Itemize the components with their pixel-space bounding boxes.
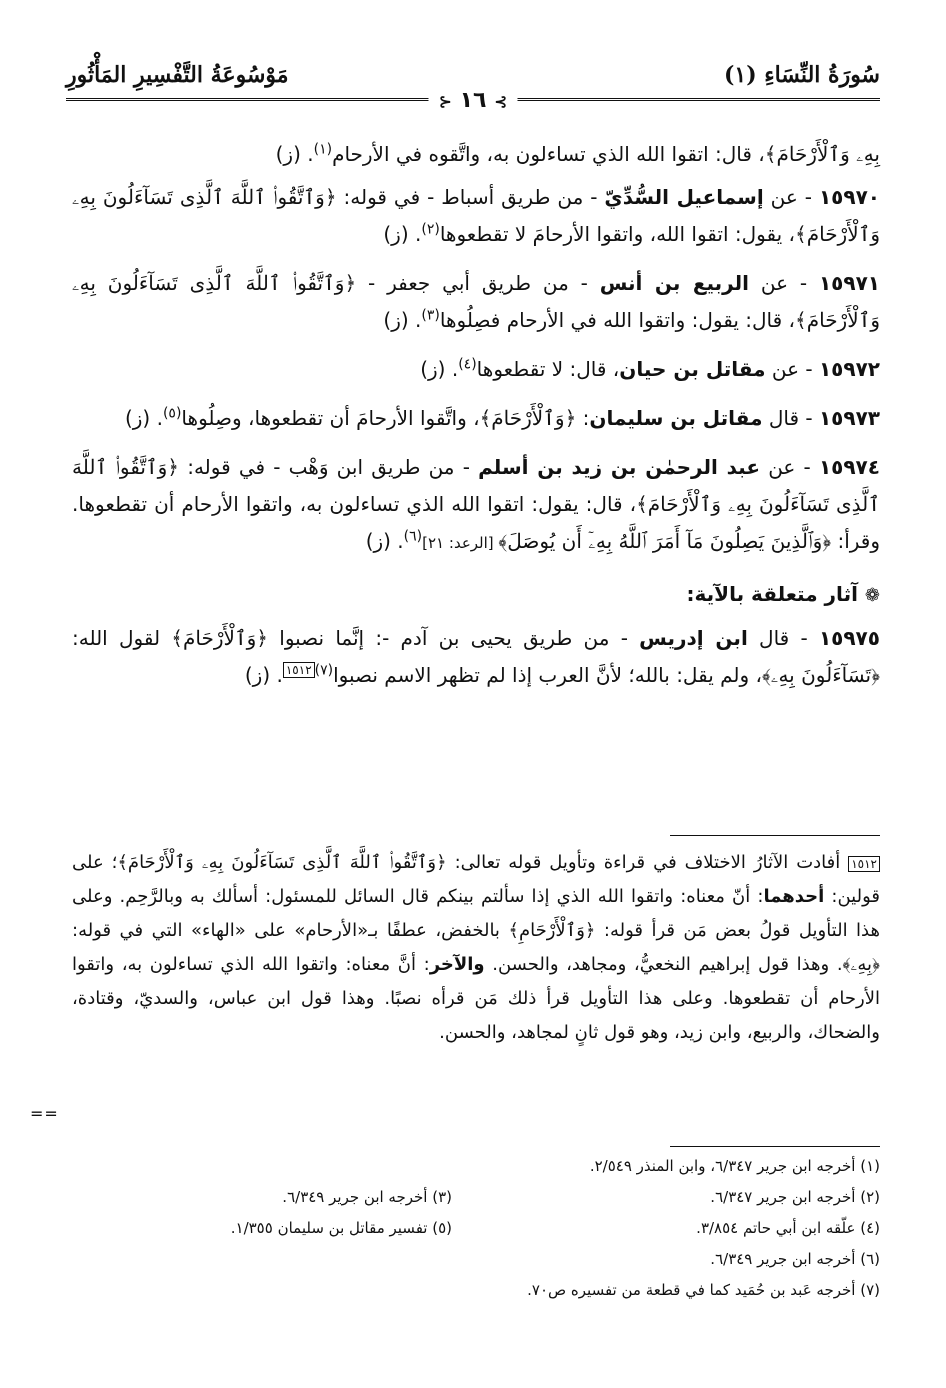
quran-quote: ﴿وَٱتَّقُوا۟ ٱللَّهَ ٱلَّذِى تَسَآءَلُونَ بِهِۦ وَٱلْأَرْحَامَ﴾ <box>72 185 880 246</box>
text-run: . (ز) <box>383 308 422 332</box>
quran-quote: ﴿وَٱتَّقُوا۟ ٱللَّهَ ٱلَّذِى تَسَآءَلُونَ بِهِۦ وَٱلْأَرْحَامَ﴾ <box>72 455 880 516</box>
quran-quote: ﴿تَسَآءَلُونَ بِهِۦ﴾ <box>762 663 880 687</box>
text-run: . (ز) <box>275 142 314 166</box>
bold-term: أحدهما <box>763 886 825 907</box>
ornament-left: ⊰ <box>438 92 452 111</box>
text-run: - قال <box>747 626 819 650</box>
text-run: . (ز) <box>124 406 163 430</box>
narrator-name: عبد الرحمٰن بن زيد بن أسلم <box>478 455 761 479</box>
footnote-row <box>72 1216 880 1240</box>
quran-quote: ﴿وَٱتَّقُوا۟ ٱللَّهَ ٱلَّذِى تَسَآءَلُونَ بِهِۦ وَٱلْأَرْحَامَ﴾ <box>72 271 880 332</box>
continuation-mark: == <box>30 1104 59 1123</box>
commentary-note <box>72 846 880 1050</box>
narrator-name: إسماعيل السُّدِّيّ <box>604 185 764 209</box>
ornament-right: ⊱ <box>494 92 508 111</box>
quran-quote: ﴿وَٱلْأَرْحَامَ﴾ <box>171 626 269 650</box>
quran-quote: ﴿وَٱلَّذِينَ يَصِلُونَ مَآ أَمَرَ ٱللَّهُ بِهِۦٓ أَن يُوصَلَ﴾ <box>498 529 832 553</box>
footnote-separator <box>670 1146 880 1147</box>
narration-entry <box>72 265 880 339</box>
page-header <box>66 58 880 120</box>
entry-number: ١٥٩٧٥ <box>818 626 880 650</box>
text-run: : أنَّ معناه: واتقوا الله الذي تساءلون به، واتقوا الأرحام أن تقطعوها. وعلى هذا التأويل قرأ ذلك مَن قرأه نصبًا. وهذا قول ابن عباس، والسديّ، وقتادة، والضحاك، والربيع، وابن زيد، وهو قول ثانٍ لمجاهد، والحسن. <box>72 954 880 1043</box>
footnote-ref: (١) <box>313 141 333 158</box>
footnote-3: (٣) أخرجه ابن جرير ٦/٣٤٩. <box>282 1188 452 1206</box>
text-run: - قال <box>762 406 819 430</box>
footnote-1: (١) أخرجه ابن جرير ٦/٣٤٧، وابن المنذر ٢/٥٤٩. <box>589 1157 880 1175</box>
source-ref: [الرعد: ٢١] <box>422 534 499 552</box>
narrator-name: ابن إدريس <box>639 626 748 650</box>
entry-number: ١٥٩٧٠ <box>818 185 881 209</box>
note-number-box: ١٥١٢ <box>283 662 315 678</box>
text-run: بالخفض، عطفًا بـ«الأرحام» على «الهاء» التي في قوله: <box>72 920 509 941</box>
text-run: - من طريق يحيى بن آدم -: إنَّما نصبوا <box>268 626 640 650</box>
surah-title: سُورَةُ النِّسَاءِ (١) <box>723 62 880 88</box>
footnote-ref: (٦) <box>403 528 423 545</box>
entry-number: ١٥٩٧٢ <box>818 357 880 381</box>
text-run: . (ز) <box>365 529 404 553</box>
footnote-7: (٧) أخرجه عَبد بن حُمَيد كما في قطعة من تفسيره ص٧٠. <box>527 1281 880 1299</box>
text-run: . (ز) <box>420 357 459 381</box>
narration-entry <box>72 179 880 253</box>
text-run: . (ز) <box>244 663 283 687</box>
entry-number: ١٥٩٧٤ <box>818 455 880 479</box>
narrator-name: الربيع بن أنس <box>599 271 749 295</box>
note-separator <box>670 835 880 836</box>
entry-number: ١٥٩٧٣ <box>818 406 880 430</box>
section-heading-text: آثار متعلقة بالآية: <box>686 582 858 606</box>
text-run: - عن <box>749 271 819 295</box>
page-number-box <box>428 88 517 113</box>
narration-entry <box>72 620 880 694</box>
text-run: - عن <box>760 455 819 479</box>
footnote-2: (٢) أخرجه ابن جرير ٦/٣٤٧. <box>710 1188 880 1206</box>
page-number: ١٦ <box>459 88 487 113</box>
quran-quote: ﴿وَٱلْأَرْحَامَ﴾ <box>479 406 577 430</box>
footnote-ref: (٢) <box>421 221 440 238</box>
narration-entry <box>72 136 880 173</box>
narration-list <box>72 136 880 562</box>
quran-quote: ﴿وَٱلْأَرْحَامِ﴾ <box>508 920 596 941</box>
quran-quote: بِهِۦ وَٱلْأَرْحَامَ﴾ <box>764 142 880 166</box>
narration-entry <box>72 400 880 437</box>
text-run: ، قال: اتقوا الله الذي تساءلون به، واتَّقوه في الأرحام <box>332 142 765 166</box>
bold-term: والآخر <box>429 954 485 975</box>
book-title: مَوْسُوعَةُ التَّفْسِيرِ المَأْثُورِ <box>66 62 289 88</box>
narration-entry <box>72 351 880 388</box>
text-run: . (ز) <box>383 222 422 246</box>
narration-entry <box>72 449 880 562</box>
footnote-4: (٤) علّقه ابن أبي حاتم ٣/٨٥٤. <box>696 1219 880 1237</box>
text-run: - عن <box>765 357 819 381</box>
footnote-ref: (٥) <box>162 405 182 422</box>
footnote-6: (٦) أخرجه ابن جرير ٦/٣٤٩. <box>710 1250 880 1268</box>
text-run: ، قال: يقول: اتقوا الله الذي تساءلون به، واتقوا الأرحام أن تقطعوها. وقرأ: <box>72 492 880 553</box>
footnote-ref: (٣) <box>421 307 440 324</box>
footnote-row <box>72 1185 880 1209</box>
flower-icon: ❁ <box>864 585 880 606</box>
main-text <box>72 136 880 700</box>
entry-number: ١٥٩٧١ <box>818 271 881 295</box>
text-run: ، ولم يقل: بالله؛ لأنَّ العرب إذا لم تظهر الاسم نصبوا <box>333 663 762 687</box>
narrator-name: مقاتل بن سليمان <box>589 406 763 430</box>
narrator-name: مقاتل بن حيان <box>619 357 766 381</box>
footnote-ref: (٧) <box>314 662 334 679</box>
text-run: : <box>576 406 590 430</box>
text-run: ، واتَّقوا الأرحامَ أن تقطعوها، وصِلُوها <box>181 406 480 430</box>
section-heading <box>72 576 880 614</box>
text-run: . وهذا قول إبراهيم النخعيُّ، ومجاهد، والحسن. <box>484 954 843 975</box>
text-run: أفادت الآثارُ الاختلاف في قراءة وتأويل قوله تعالى: <box>446 852 849 873</box>
footnote-ref: (٤) <box>458 356 477 373</box>
text-run: ، يقول: اتقوا الله، واتقوا الأرحامَ لا تقطعوها <box>439 222 795 246</box>
text-run: - من طريق أبي جعفر - <box>356 271 600 295</box>
text-run: : أنّ معناه: واتقوا الله الذي إذا سألتم بينكم قال السائل للمسئول: أسألك به وبالرَّحِم. وعلى هذا التأويل قولُ بعض مَن قرأ قوله: <box>72 886 880 941</box>
text-run: ؛ على قولين: <box>72 852 881 907</box>
text-run: لقول الله: <box>72 626 172 650</box>
text-run: - عن <box>763 185 819 209</box>
footnote-row <box>72 1247 880 1271</box>
note-number-box: ١٥١٢ <box>848 856 880 872</box>
text-run: ، قال: لا تقطعوها <box>476 357 620 381</box>
quran-quote: ﴿وَٱتَّقُوا۟ ٱللَّهَ ٱلَّذِى تَسَآءَلُونَ بِهِۦ وَٱلْأَرْحَامَ﴾ <box>117 852 447 873</box>
footnote-5: (٥) تفسير مقاتل بن سليمان ١/٣٥٥. <box>230 1219 452 1237</box>
footnote-row <box>72 1278 880 1302</box>
text-run: - من طريق ابن وَهْب - في قوله: <box>179 455 479 479</box>
text-run: - من طريق أسباط - في قوله: <box>336 185 605 209</box>
quran-quote: ﴿بِهِۦ﴾ <box>842 954 880 975</box>
footnote-row <box>72 1154 880 1178</box>
text-run: ، قال: يقول: واتقوا الله في الأرحام فصِلُوها <box>439 308 795 332</box>
